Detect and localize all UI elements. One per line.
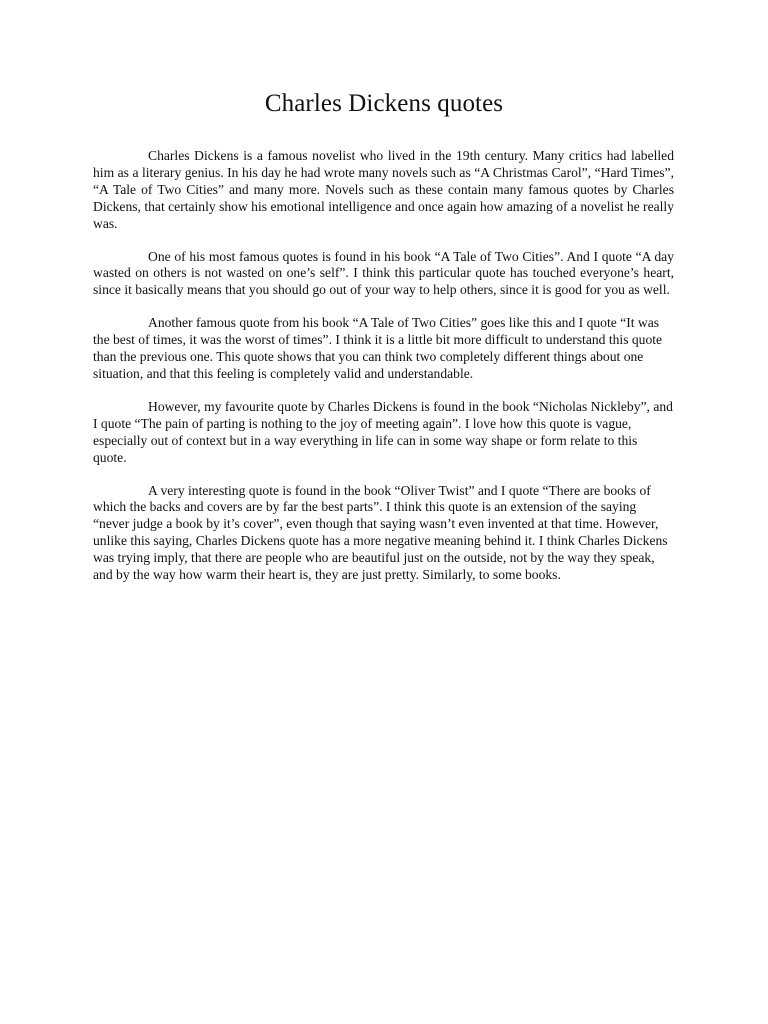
paragraph-nicholas-nickleby-quote: However, my favourite quote by Charles Dickens is found in the book “Nicholas Nickleby”, and I quote “The pain of parting is nothing to the joy of meeting again”. I love how this quote is vague, especially out of context but in a way everything in life can in some way shape or form relate to this quote. [93, 398, 673, 465]
paragraph-tale-of-two-cities-second-quote: Another famous quote from his book “A Tale of Two Cities” goes like this and I quote “It was the best of times, it was the worst of times”. I think it is a little bit more difficult to understand this quote than the previous one. This quote shows that you can think two completely different things about one situation, and that this feeling is completely valid and understandable. [93, 315, 663, 381]
page-title: Charles Dickens quotes [264, 90, 504, 117]
paragraph-intro: Charles Dickens is a famous novelist who lived in the 19th century. Many critics had labelled him as a literary genius. In his day he had wrote many novels such as “A Christmas Carol”, “Hard Times”, “A Tale of Two Cities” and many more. Novels such as these contain many famous quotes by Charles Dickens, that certainly show his emotional intelligence and once again how amazing of a novelist he really was. [93, 148, 674, 231]
document-body [93, 148, 674, 600]
paragraph-oliver-twist-quote: A very interesting quote is found in the book “Oliver Twist” and I quote “There are books of which the backs and covers are by far the best parts”. I think this quote is an extension of the saying “never judge a book by it’s cover”, even though that saying wasn’t even invented at that time. However, unlike this saying, Charles Dickens quote has a more negative meaning behind it. I think Charles Dickens was trying imply, that there are people who are beautiful just on the outside, not by the way they speak, and by the way how warm their heart is, they are just pretty. Similarly, to some books. [93, 482, 668, 583]
paragraph-tale-of-two-cities-first-quote: One of his most famous quotes is found in his book “A Tale of Two Cities”. And I quote “A day wasted on others is not wasted on one’s self”. I think this particular quote has touched everyone’s heart, since it basically means that you should go out of your way to help others, since it is good for you as well. [93, 248, 674, 298]
